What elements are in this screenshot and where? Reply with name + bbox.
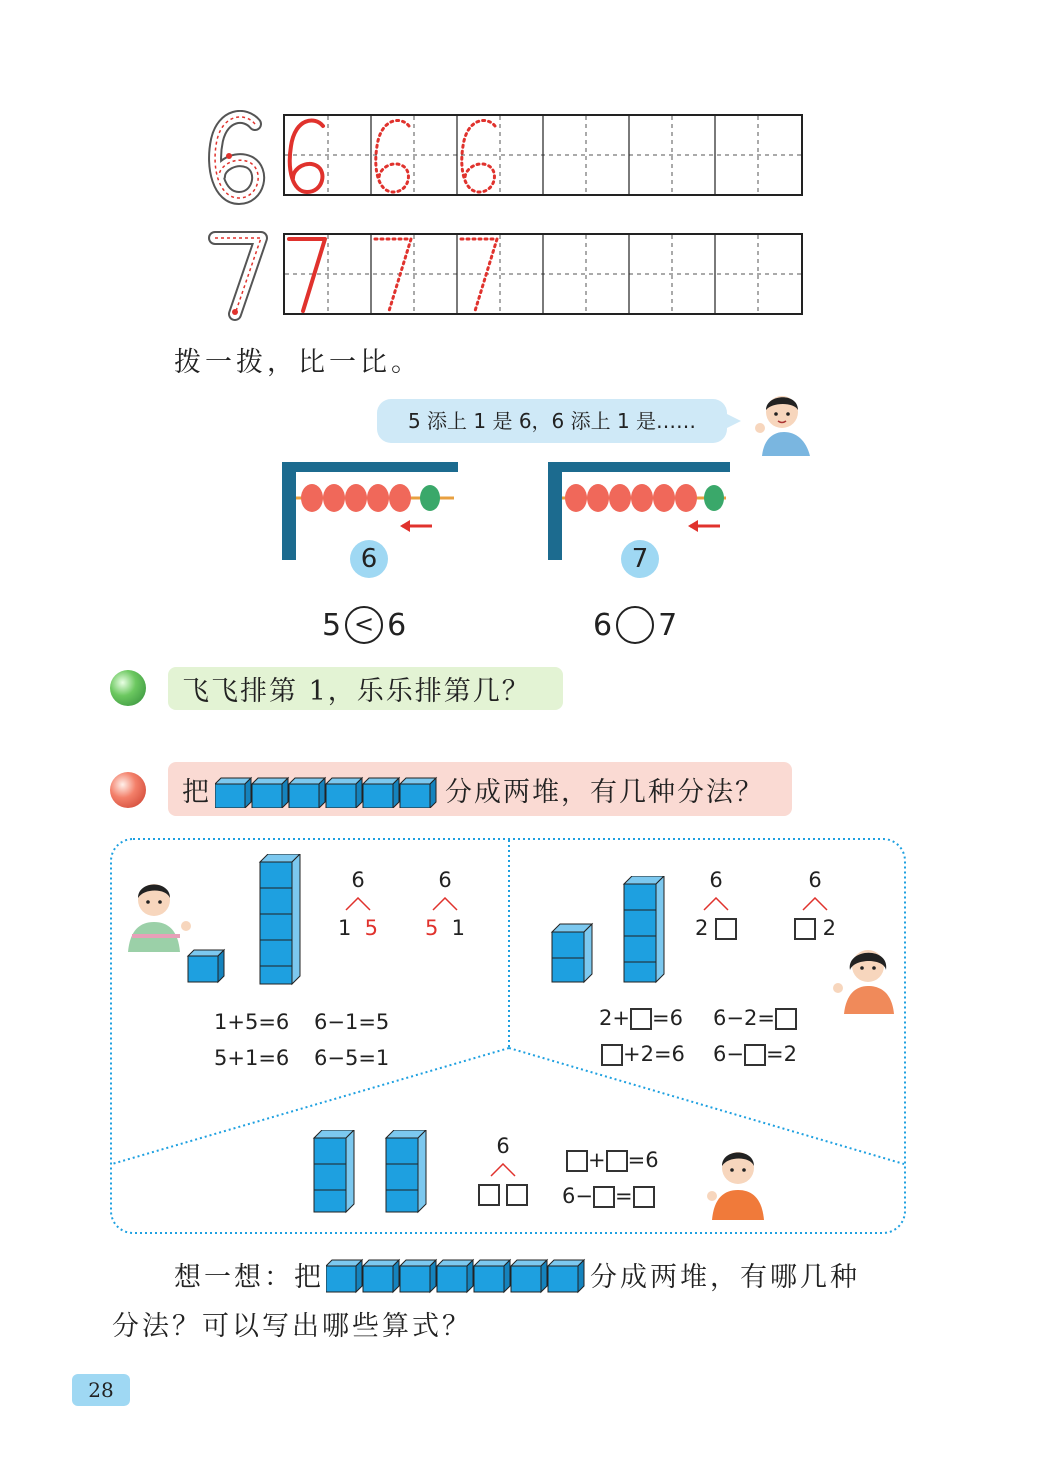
tree-2-blank	[686, 868, 746, 940]
compare-left-b: 6	[387, 607, 407, 643]
eq-6minus-blank-box[interactable]	[744, 1044, 766, 1066]
tree-blank-2-box[interactable]	[794, 918, 816, 940]
tree-blank-left-box[interactable]	[478, 1184, 500, 1206]
writing-grid-6[interactable]	[283, 114, 803, 196]
eq-blank-plus-blank-box2[interactable]	[606, 1150, 628, 1172]
compare-right	[593, 606, 677, 644]
eq-2plus-blank-box[interactable]	[630, 1008, 652, 1030]
six-cubes-row	[215, 770, 441, 808]
tree-5-1	[415, 868, 475, 940]
section-heading: 拨一拨，比一比。	[174, 347, 422, 378]
eq-6minus-blank-eq-blank-box1[interactable]	[593, 1186, 615, 1208]
tree-1-5-left: 1	[337, 916, 352, 940]
compare-left-sign[interactable]: <	[345, 606, 383, 644]
digit-7-stroke-guide	[205, 228, 269, 324]
eq-6minus2-blank	[713, 1006, 797, 1030]
traced-7-solid	[289, 239, 325, 311]
tree-2-blank-top: 6	[709, 868, 723, 892]
compare-right-b: 7	[658, 607, 678, 643]
eq-2plus-blank-b: =6	[651, 1006, 683, 1030]
digit-6-stroke-guide	[205, 110, 269, 206]
tree-blank-2-right: 2	[822, 916, 837, 940]
traced-6-dotted-1	[376, 121, 409, 192]
tree-5-1-right: 1	[451, 916, 466, 940]
eq-6minus-blank	[713, 1042, 797, 1066]
eq-blank-plus2-box[interactable]	[601, 1044, 623, 1066]
tree-5-1-top: 6	[438, 868, 452, 892]
question-red-prefix: 把	[182, 776, 211, 808]
traced-6-solid	[290, 121, 323, 192]
eq-blank-plus2	[601, 1042, 685, 1066]
eq-6minus-blank-eq-blank-a: 6−	[562, 1184, 593, 1208]
tree-blank-2-top: 6	[808, 868, 822, 892]
eq-blank-plus-blank-b: =6	[627, 1148, 659, 1172]
boy-illustration-left	[126, 874, 192, 952]
eq-blank-plus-blank	[566, 1148, 659, 1172]
tree-1-5-right: 5	[364, 916, 379, 940]
eq-2plus-blank	[599, 1006, 683, 1030]
think-prefix: 想一想：把	[174, 1261, 324, 1293]
traced-6-dotted-2	[462, 121, 495, 192]
boy-illustration-top	[748, 386, 818, 456]
compare-left	[322, 606, 406, 644]
compare-right-a: 6	[593, 607, 613, 643]
tree-1-5-top: 6	[351, 868, 365, 892]
page-number: 28	[72, 1374, 130, 1406]
compare-left-a: 5	[322, 607, 342, 643]
tree-2-blank-left: 2	[694, 916, 709, 940]
tree-blank-2	[785, 868, 845, 940]
eq-6minus2-blank-a: 6−2=	[713, 1006, 775, 1030]
eq-6minus-blank-eq-blank	[562, 1184, 655, 1208]
eq-blank-plus2-b: +2=6	[623, 1042, 685, 1066]
eq-6minus-blank-eq-blank-box2[interactable]	[633, 1186, 655, 1208]
cubes-2-and-4	[550, 876, 666, 986]
tree-5-1-left: 5	[424, 916, 439, 940]
abacus-six-label: 6	[350, 540, 388, 578]
eq-1plus5: 1+5=6	[214, 1010, 290, 1034]
eq-6minus-blank-eq-blank-b: =	[614, 1184, 633, 1208]
split-ways-panel	[110, 838, 906, 1234]
eq-6minus-blank-b: =2	[765, 1042, 797, 1066]
boy-illustration-bottom	[706, 1140, 770, 1220]
traced-7-dotted-2	[461, 239, 497, 311]
tree-blank-right-box[interactable]	[506, 1184, 528, 1206]
think-suffix: 分成两堆，有哪几种	[590, 1261, 860, 1293]
tree-2-blank-box[interactable]	[715, 918, 737, 940]
eq-6minus2-blank-box[interactable]	[775, 1008, 797, 1030]
speech-bubble: 5 添上 1 是 6，6 添上 1 是……	[377, 399, 727, 443]
tree-1-5	[328, 868, 388, 940]
eq-6minus5: 6−5=1	[314, 1046, 390, 1070]
eq-blank-plus-blank-a: +	[588, 1148, 606, 1172]
abacus-seven-label: 7	[621, 540, 659, 578]
think-line-2: 分法？可以写出哪些算式？	[112, 1311, 472, 1342]
girl-illustration	[832, 940, 900, 1014]
eq-2plus-blank-a: 2+	[599, 1006, 630, 1030]
eq-blank-plus-blank-box1[interactable]	[566, 1150, 588, 1172]
traced-7-dotted-1	[375, 239, 411, 311]
eq-6minus-blank-a: 6−	[713, 1042, 744, 1066]
eq-5plus1: 5+1=6	[214, 1046, 290, 1070]
cubes-3-and-3	[312, 1130, 432, 1216]
green-ball-icon	[110, 670, 146, 706]
tree-blank-blank	[473, 1134, 533, 1206]
writing-grid-7[interactable]	[283, 233, 803, 315]
question-green: 飞飞排第 1，乐乐排第几？	[168, 667, 563, 710]
compare-right-sign[interactable]	[616, 606, 654, 644]
eq-6minus1: 6−1=5	[314, 1010, 390, 1034]
red-ball-icon	[110, 772, 146, 808]
question-red-suffix: 分成两堆，有几种分法？	[445, 776, 764, 808]
question-red	[168, 762, 792, 816]
cubes-1-and-5	[186, 854, 306, 990]
seven-cubes-row	[326, 1254, 588, 1294]
tree-blank-blank-top: 6	[496, 1134, 510, 1158]
think-line-1	[174, 1254, 860, 1294]
